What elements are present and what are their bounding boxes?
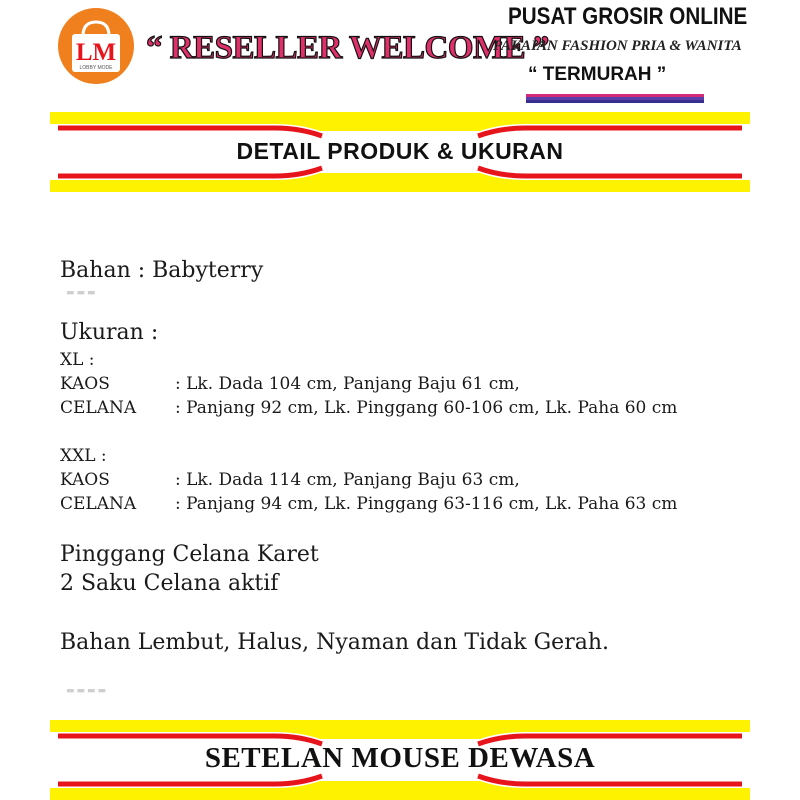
brand-logo <box>56 6 136 86</box>
size-heading: Ukuran : <box>60 320 159 345</box>
faint-mark: ▬▬▬▬ <box>66 686 109 696</box>
section-banner-bottom <box>50 720 750 800</box>
celana-value: : Panjang 92 cm, Lk. Pinggang 60-106 cm, Lk. Paha 60 cm <box>175 398 678 418</box>
size-label-xxl: XXL : <box>60 446 107 466</box>
faint-mark: ▬▬▬ <box>66 288 98 298</box>
celana-value: : Panjang 94 cm, Lk. Pinggang 63-116 cm, Lk. Paha 63 cm <box>175 494 678 514</box>
tagline-underline <box>526 100 704 103</box>
logo-text: LM <box>75 39 117 66</box>
size-label-xl: XL : <box>60 350 95 370</box>
store-subtitle: PAKAIAN FASHION PRIA & WANITA <box>493 38 742 54</box>
material-line: Bahan : Babyterry <box>60 258 264 283</box>
feature-waistband: Pinggang Celana Karet <box>60 542 319 567</box>
material-description: Bahan Lembut, Halus, Nyaman dan Tidak Gerah. <box>60 630 610 655</box>
banner-title-bottom: SETELAN MOUSE DEWASA <box>204 742 596 774</box>
kaos-value: : Lk. Dada 104 cm, Panjang Baju 61 cm, <box>175 374 520 394</box>
reseller-welcome-heading: “ RESELLER WELCOME ” <box>146 30 549 66</box>
logo-subtext: LOBBY MODE <box>79 65 113 71</box>
kaos-label: KAOS <box>60 470 110 490</box>
celana-label: CELANA <box>60 398 137 418</box>
feature-pockets: 2 Saku Celana aktif <box>60 571 279 596</box>
section-banner-top <box>50 112 750 192</box>
kaos-value: : Lk. Dada 114 cm, Panjang Baju 63 cm, <box>175 470 520 490</box>
store-title: PUSAT GROSIR ONLINE <box>508 3 748 30</box>
store-tagline: “ TERMURAH ” <box>528 64 667 85</box>
kaos-label: KAOS <box>60 374 110 394</box>
celana-label: CELANA <box>60 494 137 514</box>
banner-title-top: DETAIL PRODUK & UKURAN <box>236 138 564 164</box>
